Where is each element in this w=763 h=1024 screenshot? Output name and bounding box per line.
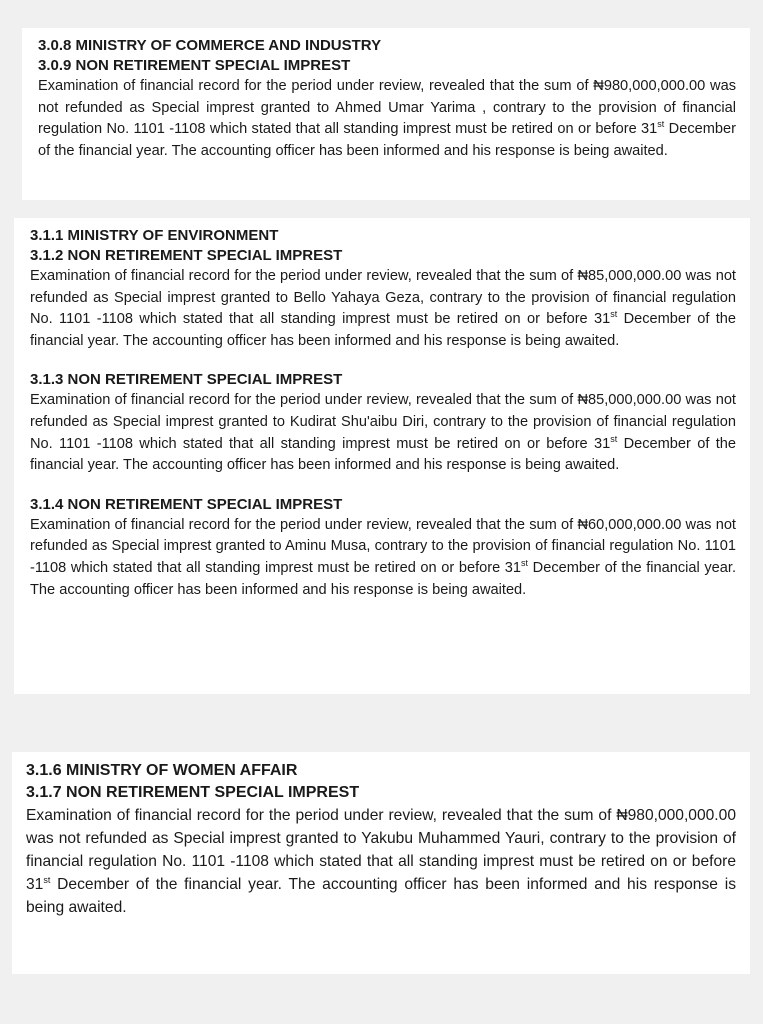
ordinal-suffix: st [43, 874, 51, 885]
section-heading: 3.1.1 MINISTRY OF ENVIRONMENT [30, 227, 279, 244]
paragraph-text-end: December of the financial year. The accounting officer has been informed and his response is being awaited. [30, 559, 736, 598]
section-card-women-affair [12, 752, 750, 974]
paragraph-text: Examination of financial record for the period under review, revealed that the sum of ₦85,000,000.00 was not refunded as Special imprest granted to Bello Yahaya Geza, contrary to the provision of financial regulation No. 1101 -1108 which stated that all standing imprest must be retired on or before 31 [30, 268, 736, 328]
section-paragraph [30, 390, 736, 476]
paragraph-text-end: December of the financial year. The accounting officer has been informed and his response is being awaited. [30, 435, 736, 474]
subsection-heading: 3.1.2 NON RETIREMENT SPECIAL IMPREST [30, 247, 343, 264]
section-paragraph [30, 266, 736, 352]
paragraph-text-end: December of the financial year. The accounting officer has been informed and his response is being awaited. [30, 311, 736, 349]
section-card-commerce [22, 28, 750, 200]
paragraph-text: Examination of financial record for the period under review, revealed that the sum of ₦85,000,000.00 was not refunded as Special imprest granted to Kudirat Shu'aibu Diri, contrary to the provision of financial regulation No. 1101 -1108 which stated that all standing imprest must be retired on or before 31 [30, 392, 736, 452]
section-paragraph [26, 804, 736, 919]
ordinal-suffix: st [657, 119, 665, 130]
paragraph-text: Examination of financial record for the period under review, revealed that the sum of ₦980,000,000.00 was not refunded as Special imprest granted to Yakubu Muhammed Yauri, contrary to the provision of financial regulation No. 1101 -1108 which stated that all standing imprest must be retired on or before 31 [26, 807, 736, 893]
paragraph-text-end: December of the financial year. The accounting officer has been informed and his response is being awaited. [26, 876, 736, 916]
subsection-heading: 3.0.9 NON RETIREMENT SPECIAL IMPREST [38, 57, 351, 74]
section-paragraph [38, 76, 736, 162]
section-card-environment [14, 218, 750, 694]
subsection-heading: 3.1.4 NON RETIREMENT SPECIAL IMPREST [30, 495, 343, 513]
ordinal-suffix: st [610, 309, 618, 320]
ordinal-suffix: st [521, 558, 529, 569]
paragraph-text: Examination of financial record for the period under review, revealed that the sum of ₦980,000,000.00 was not refunded as Special imprest granted to Ahmed Umar Yarima , contrary to the provision of financial regulation No. 1101 -1108 which stated that all standing imprest must be retired on or before 31 [38, 78, 736, 138]
subsection-heading: 3.1.3 NON RETIREMENT SPECIAL IMPREST [30, 371, 343, 389]
paragraph-text-end: December of the financial year. The accounting officer has been informed and his response is being awaited. [38, 121, 736, 159]
paragraph-text: Examination of financial record for the period under review, revealed that the sum of ₦60,000,000.00 was not refunded as Special imprest granted to Aminu Musa, contrary to the provision of financial regulation No. 1101 -1108 which stated that all standing imprest must be retired on or before 31 [30, 516, 736, 576]
subsection-heading: 3.1.7 NON RETIREMENT SPECIAL IMPREST [26, 784, 360, 801]
section-heading: 3.1.6 MINISTRY OF WOMEN AFFAIR [26, 762, 298, 779]
ordinal-suffix: st [610, 433, 618, 444]
section-paragraph [30, 515, 736, 601]
section-heading: 3.0.8 MINISTRY OF COMMERCE AND INDUSTRY [38, 37, 382, 54]
